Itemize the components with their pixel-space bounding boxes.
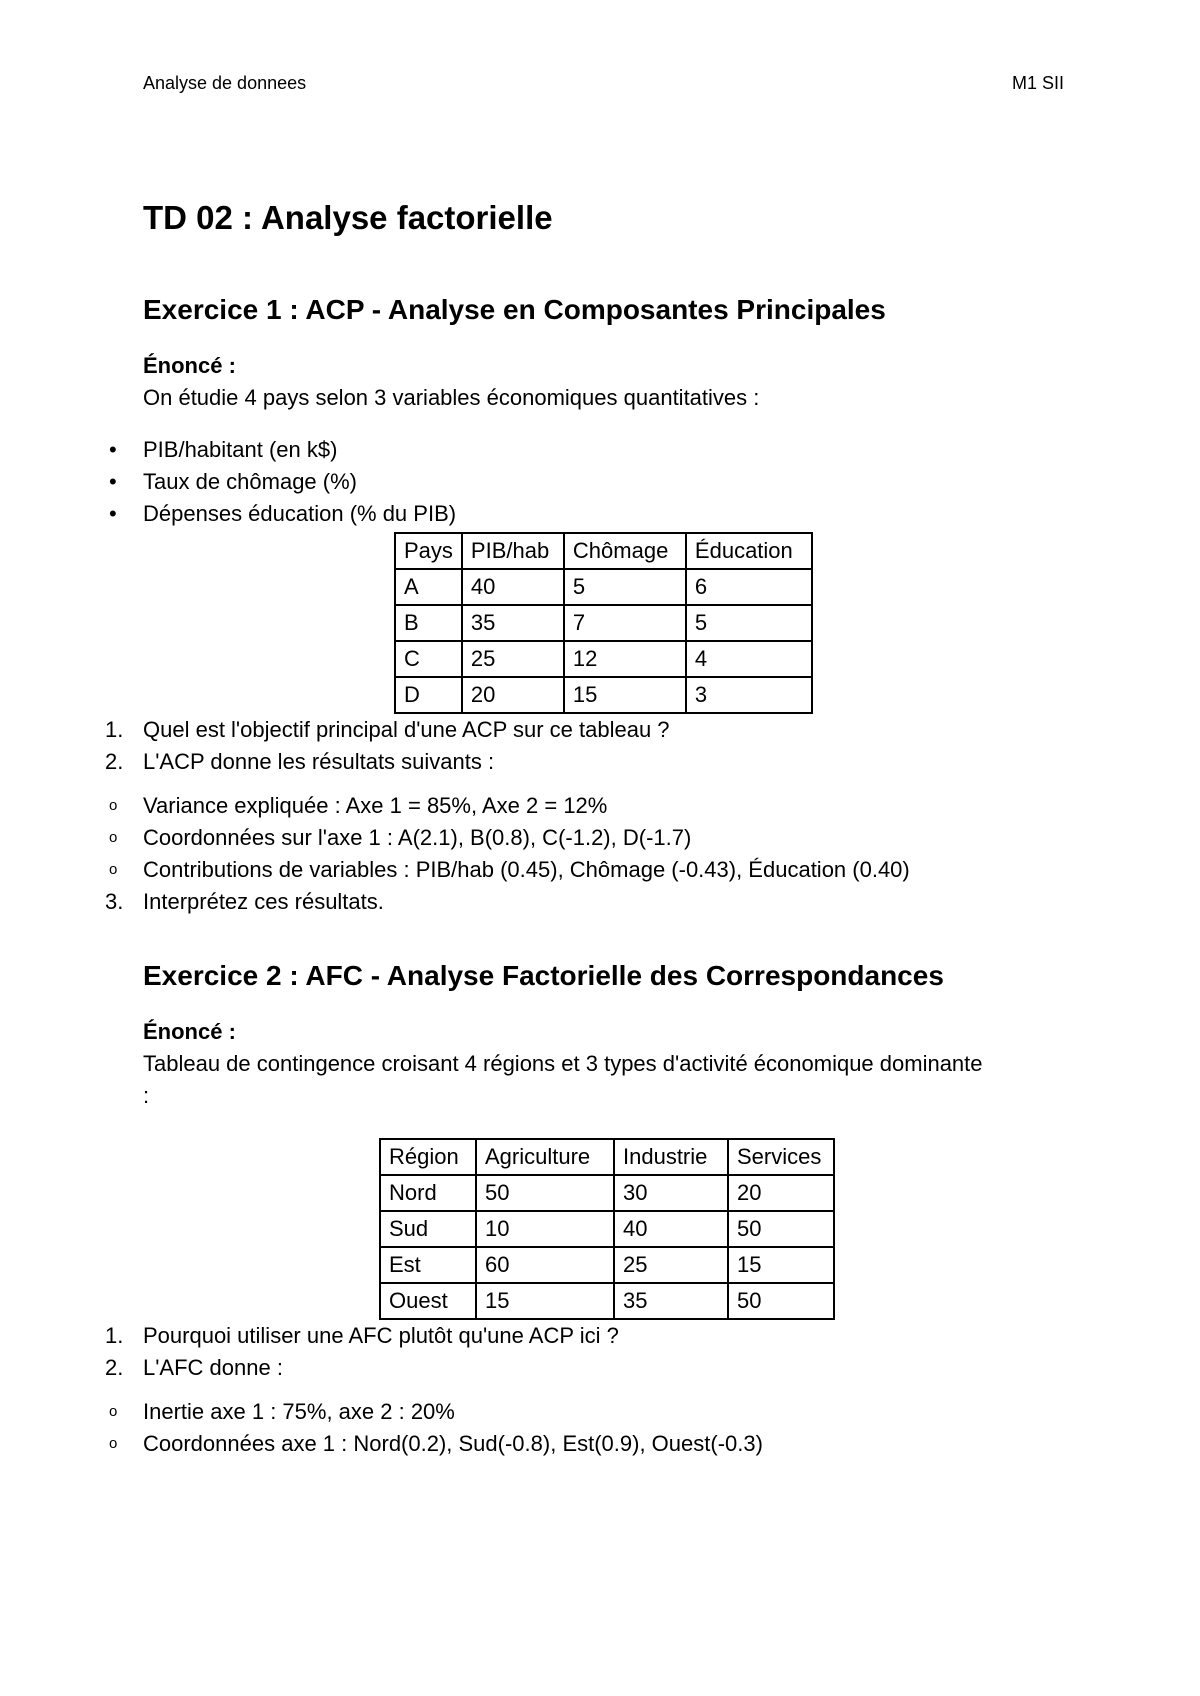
list-item: o Inertie axe 1 : 75%, axe 2 : 20% <box>143 1396 1123 1428</box>
question-item <box>105 1320 1123 1352</box>
question-text: L'AFC donne : <box>143 1355 283 1380</box>
question-item <box>105 886 1123 918</box>
page-header-right: M1 SII <box>1012 73 1065 93</box>
column-header: Industrie <box>614 1139 728 1175</box>
table-cell: 50 <box>728 1211 834 1247</box>
question-item <box>105 1352 1123 1384</box>
list-item: o Variance expliquée : Axe 1 = 85%, Axe 2 = 12% <box>143 790 1123 822</box>
table-row <box>395 605 812 641</box>
column-header: PIB/hab <box>462 533 564 569</box>
question-number: 3. <box>105 889 124 914</box>
list-item: o Coordonnées sur l'axe 1 : A(2.1), B(0.8), C(-1.2), D(-1.7) <box>143 822 1123 854</box>
table-cell: 20 <box>728 1175 834 1211</box>
page-header-left: Analyse de donnees <box>143 73 307 93</box>
results-list <box>143 1396 1123 1460</box>
question-number: 2. <box>105 1355 124 1380</box>
table-cell: 25 <box>614 1247 728 1283</box>
question-number: 1. <box>105 717 124 742</box>
table-cell: 15 <box>728 1247 834 1283</box>
table-cell: Est <box>380 1247 476 1283</box>
column-header: Région <box>380 1139 476 1175</box>
table-cell: 3 <box>686 677 812 713</box>
questions-list <box>105 886 1123 918</box>
table-cell: 5 <box>686 605 812 641</box>
regions-table <box>379 1138 835 1320</box>
table-row <box>380 1247 834 1283</box>
question-text: Quel est l'objectif principal d'une ACP sur ce tableau ? <box>143 717 670 742</box>
enonce-label: Énoncé : <box>143 1019 236 1044</box>
table-cell: 50 <box>728 1283 834 1319</box>
table-cell: 15 <box>476 1283 614 1319</box>
document-title: TD 02 : Analyse factorielle <box>143 199 553 236</box>
list-item: o Contributions de variables : PIB/hab (0.45), Chômage (-0.43), Éducation (0.40) <box>143 854 1123 886</box>
table-row <box>380 1175 834 1211</box>
table-cell: 20 <box>462 677 564 713</box>
table-cell: 35 <box>462 605 564 641</box>
table-cell: 5 <box>564 569 686 605</box>
question-text: L'ACP donne les résultats suivants : <box>143 749 495 774</box>
question-text: Pourquoi utiliser une AFC plutôt qu'une ACP ici ? <box>143 1323 619 1348</box>
column-header: Agriculture <box>476 1139 614 1175</box>
table-cell: 50 <box>476 1175 614 1211</box>
column-header: Pays <box>395 533 462 569</box>
table-cell: 4 <box>686 641 812 677</box>
question-number: 2. <box>105 749 124 774</box>
list-item: • Dépenses éducation (% du PIB) <box>143 498 1123 530</box>
table-row <box>395 641 812 677</box>
variables-list <box>143 434 1123 530</box>
table-cell: 10 <box>476 1211 614 1247</box>
table-cell: A <box>395 569 462 605</box>
list-item: • PIB/habitant (en k$) <box>143 434 1123 466</box>
pays-table <box>394 532 813 714</box>
question-number: 1. <box>105 1323 124 1348</box>
list-item: • Taux de chômage (%) <box>143 466 1123 498</box>
table-row <box>395 569 812 605</box>
exercise-2 <box>105 956 1123 1460</box>
table-row <box>380 1283 834 1319</box>
table-cell: 15 <box>564 677 686 713</box>
column-header: Services <box>728 1139 834 1175</box>
list-item: o Coordonnées axe 1 : Nord(0.2), Sud(-0.8), Est(0.9), Ouest(-0.3) <box>143 1428 1123 1460</box>
exercise-1-intro: On étudie 4 pays selon 3 variables économiques quantitatives : <box>143 385 760 410</box>
table-cell: C <box>395 641 462 677</box>
table-cell: 35 <box>614 1283 728 1319</box>
table-cell: 25 <box>462 641 564 677</box>
table-cell: Nord <box>380 1175 476 1211</box>
table-cell: 60 <box>476 1247 614 1283</box>
table-cell: D <box>395 677 462 713</box>
questions-list <box>105 1320 1123 1384</box>
table-row <box>380 1211 834 1247</box>
table-cell: 7 <box>564 605 686 641</box>
table-row <box>395 677 812 713</box>
question-item <box>105 746 1123 778</box>
enonce-label: Énoncé : <box>143 353 236 378</box>
table-cell: 40 <box>614 1211 728 1247</box>
table-cell: Sud <box>380 1211 476 1247</box>
column-header: Éducation <box>686 533 812 569</box>
exercise-1 <box>105 290 1123 918</box>
questions-list <box>105 714 1123 778</box>
table-cell: 30 <box>614 1175 728 1211</box>
table-header-row <box>395 533 812 569</box>
table-cell: Ouest <box>380 1283 476 1319</box>
table-cell: B <box>395 605 462 641</box>
question-text: Interprétez ces résultats. <box>143 889 384 914</box>
table-cell: 40 <box>462 569 564 605</box>
table-header-row <box>380 1139 834 1175</box>
question-item <box>105 714 1123 746</box>
exercise-1-title: Exercice 1 : ACP - Analyse en Composantes Principales <box>143 294 886 325</box>
exercise-2-title: Exercice 2 : AFC - Analyse Factorielle des Correspondances <box>143 960 944 991</box>
column-header: Chômage <box>564 533 686 569</box>
table-cell: 6 <box>686 569 812 605</box>
exercise-2-intro: Tableau de contingence croisant 4 régions et 3 types d'activité économique dominante : <box>143 1051 983 1108</box>
results-list <box>143 790 1123 886</box>
table-cell: 12 <box>564 641 686 677</box>
document-body <box>105 196 1123 1460</box>
